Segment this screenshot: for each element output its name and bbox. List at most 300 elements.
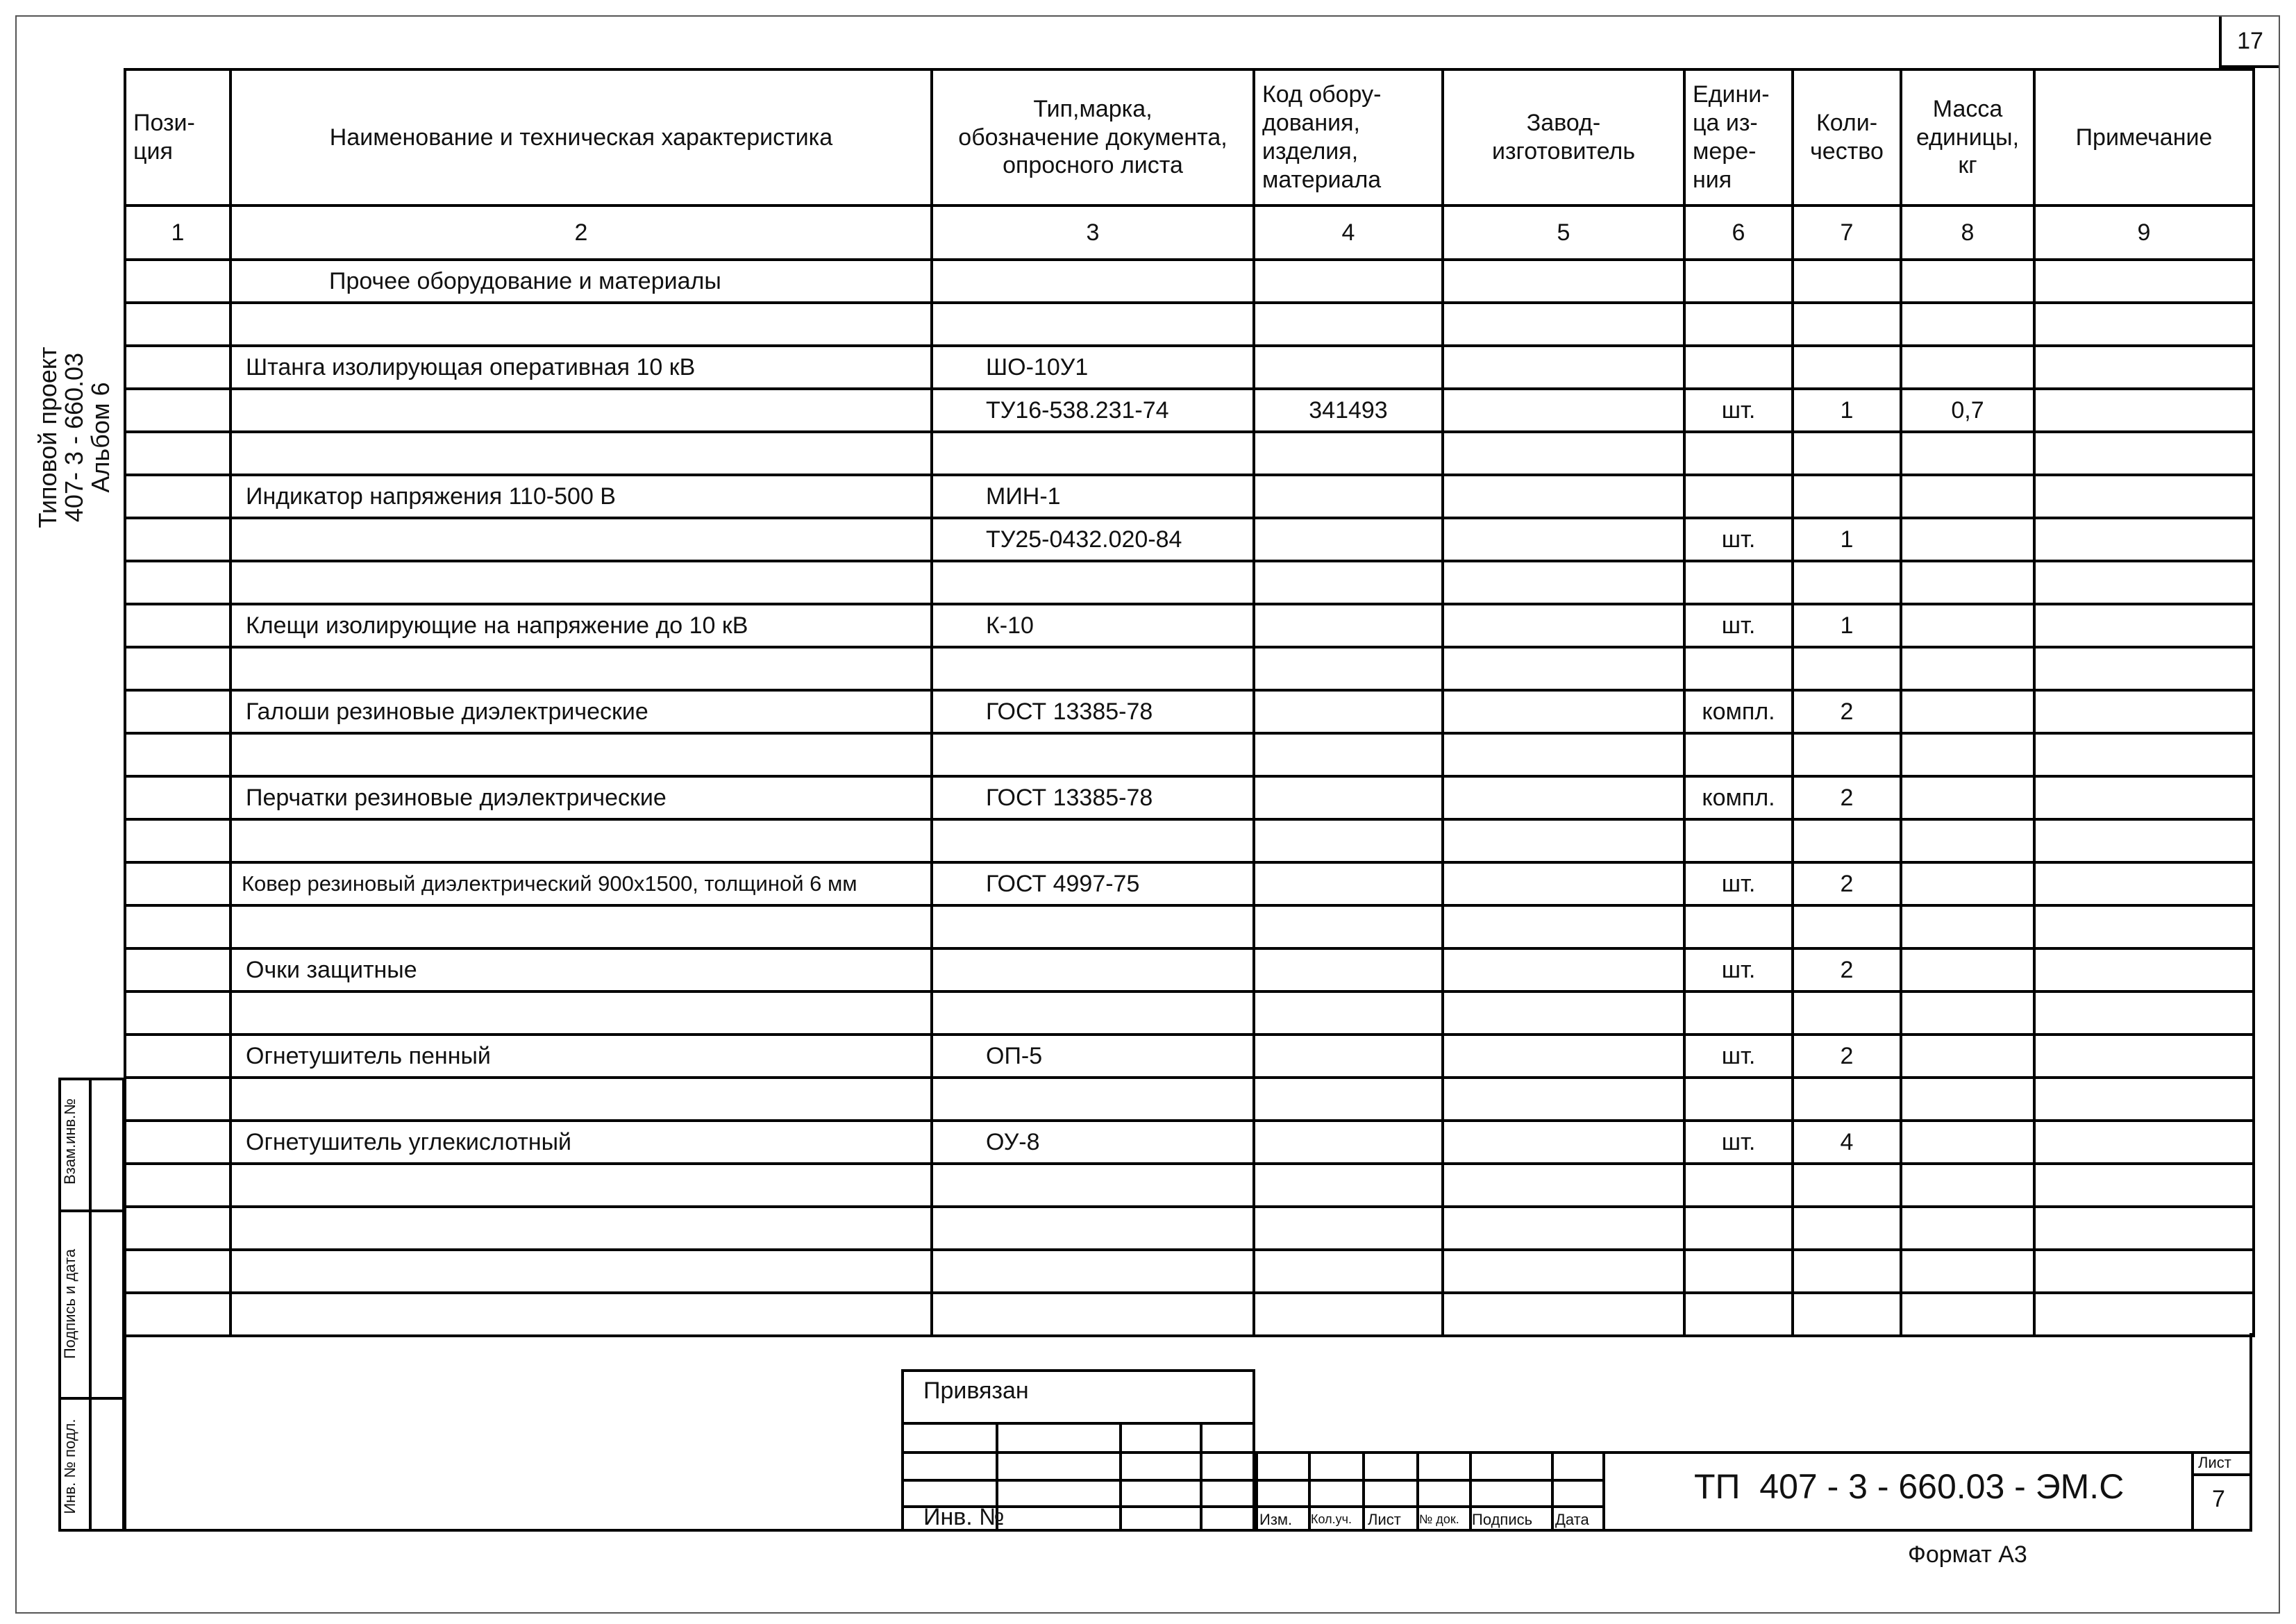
cell-code bbox=[1254, 1250, 1443, 1293]
title-block-left-line bbox=[124, 1333, 126, 1532]
cell-type: ОП-5 bbox=[932, 1035, 1254, 1078]
cell-note bbox=[2034, 1121, 2254, 1164]
cell-type bbox=[932, 432, 1254, 475]
cell-code bbox=[1254, 518, 1443, 561]
cell-manufacturer bbox=[1443, 260, 1684, 303]
specification-table bbox=[124, 68, 2255, 1337]
cell-unit: шт. bbox=[1684, 604, 1793, 647]
cell-type bbox=[932, 303, 1254, 346]
cell-type bbox=[932, 991, 1254, 1035]
cell-code bbox=[1254, 1121, 1443, 1164]
cell-quantity bbox=[1793, 475, 1901, 518]
cell-type bbox=[932, 647, 1254, 690]
cell-type bbox=[932, 819, 1254, 862]
header-type bbox=[932, 69, 1254, 206]
table-row bbox=[125, 991, 2254, 1035]
cell-code: 341493 bbox=[1254, 389, 1443, 432]
header-quantity bbox=[1793, 69, 1901, 206]
cell-code bbox=[1254, 733, 1443, 776]
cell-manufacturer bbox=[1443, 733, 1684, 776]
cell-code bbox=[1254, 1035, 1443, 1078]
cell-unit bbox=[1684, 432, 1793, 475]
cell-unit bbox=[1684, 905, 1793, 948]
cell-code bbox=[1254, 776, 1443, 819]
column-number: 4 bbox=[1254, 206, 1443, 260]
cell-manufacturer bbox=[1443, 432, 1684, 475]
column-number: 7 bbox=[1793, 206, 1901, 260]
table-row bbox=[125, 690, 2254, 733]
cell-manufacturer bbox=[1443, 948, 1684, 991]
cell-quantity bbox=[1793, 346, 1901, 389]
cell-code bbox=[1254, 905, 1443, 948]
cell-position bbox=[125, 475, 231, 518]
column-number: 1 bbox=[125, 206, 231, 260]
cell-type bbox=[932, 1250, 1254, 1293]
cell-quantity bbox=[1793, 733, 1901, 776]
cell-quantity bbox=[1793, 303, 1901, 346]
cell-note bbox=[2034, 1164, 2254, 1207]
cell-name bbox=[231, 905, 932, 948]
header-name-label: Наименование и техническая характеристика bbox=[329, 124, 833, 151]
stamp-vzam-label: Взам.инв.№ bbox=[61, 1098, 78, 1185]
cell-name: Галоши резиновые диэлектрические bbox=[231, 690, 932, 733]
cell-name bbox=[231, 561, 932, 604]
cell-note bbox=[2034, 991, 2254, 1035]
cell-mass bbox=[1901, 432, 2034, 475]
cell-quantity bbox=[1793, 905, 1901, 948]
cell-code bbox=[1254, 561, 1443, 604]
cell-note bbox=[2034, 776, 2254, 819]
header-position bbox=[125, 69, 231, 206]
cell-position bbox=[125, 647, 231, 690]
table-row bbox=[125, 819, 2254, 862]
table-row bbox=[125, 1250, 2254, 1293]
cell-note bbox=[2034, 1250, 2254, 1293]
table-row bbox=[125, 862, 2254, 905]
cell-code bbox=[1254, 1164, 1443, 1207]
cell-name bbox=[231, 389, 932, 432]
cell-quantity: 1 bbox=[1793, 389, 1901, 432]
cell-manufacturer bbox=[1443, 1078, 1684, 1121]
table-row bbox=[125, 518, 2254, 561]
cell-manufacturer bbox=[1443, 303, 1684, 346]
cell-note bbox=[2034, 1035, 2254, 1078]
rev-col-list: Лист bbox=[1368, 1511, 1401, 1528]
cell-quantity bbox=[1793, 432, 1901, 475]
privyazan-vline-3 bbox=[1200, 1422, 1203, 1532]
table-row bbox=[125, 647, 2254, 690]
rev-col-podpis: Подпись bbox=[1472, 1511, 1533, 1528]
cell-position bbox=[125, 948, 231, 991]
cell-name bbox=[231, 733, 932, 776]
cell-position bbox=[125, 389, 231, 432]
side-title-line2: 407- 3 - 660.03 bbox=[60, 352, 88, 523]
cell-code bbox=[1254, 690, 1443, 733]
title-block-right-line bbox=[2249, 1333, 2252, 1532]
cell-code bbox=[1254, 475, 1443, 518]
cell-note bbox=[2034, 518, 2254, 561]
table-row bbox=[125, 604, 2254, 647]
column-number: 3 bbox=[932, 206, 1254, 260]
cell-mass bbox=[1901, 948, 2034, 991]
format-label: Формат А3 bbox=[1908, 1541, 2027, 1568]
rev-col-data: Дата bbox=[1555, 1511, 1589, 1528]
header-position-label: Пози- ция bbox=[133, 110, 195, 165]
cell-unit bbox=[1684, 260, 1793, 303]
cell-mass bbox=[1901, 604, 2034, 647]
cell-mass bbox=[1901, 1293, 2034, 1336]
cell-note bbox=[2034, 862, 2254, 905]
stamp-podpis-label: Подпись и дата bbox=[61, 1248, 78, 1359]
column-number: 5 bbox=[1443, 206, 1684, 260]
cell-position bbox=[125, 1121, 231, 1164]
cell-manufacturer bbox=[1443, 819, 1684, 862]
cell-quantity bbox=[1793, 1164, 1901, 1207]
cell-unit: шт. bbox=[1684, 1121, 1793, 1164]
cell-manufacturer bbox=[1443, 1293, 1684, 1336]
cell-name bbox=[231, 991, 932, 1035]
designation-top-line bbox=[1602, 1451, 2252, 1454]
cell-unit bbox=[1684, 647, 1793, 690]
cell-quantity bbox=[1793, 819, 1901, 862]
table-body bbox=[125, 260, 2254, 1336]
cell-manufacturer bbox=[1443, 1164, 1684, 1207]
cell-note bbox=[2034, 1078, 2254, 1121]
cell-quantity bbox=[1793, 647, 1901, 690]
side-project-title bbox=[35, 326, 118, 549]
cell-name: Индикатор напряжения 110-500 В bbox=[231, 475, 932, 518]
cell-manufacturer bbox=[1443, 862, 1684, 905]
stamp-inv-podl-label: Инв. № подл. bbox=[61, 1418, 78, 1514]
cell-type bbox=[932, 1078, 1254, 1121]
cell-manufacturer bbox=[1443, 1207, 1684, 1250]
header-quantity-label: Коли- чество bbox=[1810, 110, 1884, 165]
header-mass bbox=[1901, 69, 2034, 206]
cell-unit: шт. bbox=[1684, 389, 1793, 432]
cell-code bbox=[1254, 260, 1443, 303]
rev-vline-0 bbox=[1255, 1451, 1258, 1532]
cell-name: Клещи изолирующие на напряжение до 10 кВ bbox=[231, 604, 932, 647]
cell-manufacturer bbox=[1443, 1035, 1684, 1078]
cell-mass bbox=[1901, 260, 2034, 303]
side-title-line3: Альбом 6 bbox=[86, 382, 115, 493]
table-row bbox=[125, 389, 2254, 432]
table-row bbox=[125, 1121, 2254, 1164]
cell-position bbox=[125, 862, 231, 905]
header-unit bbox=[1684, 69, 1793, 206]
cell-note bbox=[2034, 604, 2254, 647]
privyazan-vline-2 bbox=[1119, 1422, 1122, 1532]
cell-code bbox=[1254, 346, 1443, 389]
cell-quantity: 1 bbox=[1793, 604, 1901, 647]
cell-code bbox=[1254, 303, 1443, 346]
cell-quantity bbox=[1793, 991, 1901, 1035]
cell-type bbox=[932, 733, 1254, 776]
cell-quantity: 4 bbox=[1793, 1121, 1901, 1164]
cell-name bbox=[231, 303, 932, 346]
sheet-number: 7 bbox=[2212, 1486, 2225, 1512]
cell-manufacturer bbox=[1443, 561, 1684, 604]
cell-unit: шт. bbox=[1684, 518, 1793, 561]
table-row bbox=[125, 561, 2254, 604]
cell-mass bbox=[1901, 518, 2034, 561]
cell-unit: шт. bbox=[1684, 948, 1793, 991]
cell-unit: шт. bbox=[1684, 1035, 1793, 1078]
cell-type: ГОСТ 4997-75 bbox=[932, 862, 1254, 905]
cell-type bbox=[932, 1207, 1254, 1250]
cell-name bbox=[231, 432, 932, 475]
cell-position bbox=[125, 518, 231, 561]
table-row bbox=[125, 303, 2254, 346]
cell-code bbox=[1254, 647, 1443, 690]
cell-quantity bbox=[1793, 260, 1901, 303]
page-number: 17 bbox=[2237, 27, 2263, 54]
cell-manufacturer bbox=[1443, 690, 1684, 733]
table-row bbox=[125, 1035, 2254, 1078]
table-row bbox=[125, 475, 2254, 518]
cell-manufacturer bbox=[1443, 991, 1684, 1035]
table-row bbox=[125, 346, 2254, 389]
cell-mass bbox=[1901, 733, 2034, 776]
cell-mass bbox=[1901, 690, 2034, 733]
cell-unit bbox=[1684, 1207, 1793, 1250]
rev-vline-2 bbox=[1362, 1451, 1365, 1532]
cell-name bbox=[231, 1164, 932, 1207]
cell-name: Перчатки резиновые диэлектрические bbox=[231, 776, 932, 819]
cell-mass bbox=[1901, 1121, 2034, 1164]
cell-name: Прочее оборудование и материалы bbox=[231, 260, 932, 303]
cell-type bbox=[932, 1164, 1254, 1207]
cell-quantity: 2 bbox=[1793, 948, 1901, 991]
cell-position bbox=[125, 1207, 231, 1250]
column-number: 8 bbox=[1901, 206, 2034, 260]
sheet-label: Лист bbox=[2198, 1454, 2231, 1471]
cell-quantity: 2 bbox=[1793, 776, 1901, 819]
cell-mass bbox=[1901, 1035, 2034, 1078]
cell-position bbox=[125, 604, 231, 647]
table-row bbox=[125, 1207, 2254, 1250]
cell-code bbox=[1254, 991, 1443, 1035]
cell-unit bbox=[1684, 819, 1793, 862]
cell-note bbox=[2034, 260, 2254, 303]
rev-vline-6 bbox=[1602, 1451, 1605, 1532]
header-mass-label: Масса единицы, кг bbox=[1916, 95, 2020, 179]
cell-code bbox=[1254, 948, 1443, 991]
rev-vline-5 bbox=[1551, 1451, 1554, 1532]
cell-mass bbox=[1901, 819, 2034, 862]
cell-code bbox=[1254, 1293, 1443, 1336]
header-code bbox=[1254, 69, 1443, 206]
cell-code bbox=[1254, 604, 1443, 647]
cell-unit bbox=[1684, 1250, 1793, 1293]
cell-unit bbox=[1684, 475, 1793, 518]
cell-manufacturer bbox=[1443, 905, 1684, 948]
rev-col-izm: Изм. bbox=[1259, 1511, 1293, 1528]
cell-manufacturer bbox=[1443, 647, 1684, 690]
privyazan-label: Привязан bbox=[923, 1378, 1029, 1404]
cell-position bbox=[125, 733, 231, 776]
rev-col-doc: № док. bbox=[1419, 1512, 1459, 1526]
cell-unit bbox=[1684, 303, 1793, 346]
column-number: 2 bbox=[231, 206, 932, 260]
cell-position bbox=[125, 1250, 231, 1293]
cell-code bbox=[1254, 862, 1443, 905]
cell-note bbox=[2034, 432, 2254, 475]
table-row bbox=[125, 1164, 2254, 1207]
cell-unit: компл. bbox=[1684, 690, 1793, 733]
header-manufacturer bbox=[1443, 69, 1684, 206]
cell-quantity: 2 bbox=[1793, 862, 1901, 905]
cell-position bbox=[125, 561, 231, 604]
cell-note bbox=[2034, 647, 2254, 690]
cell-quantity: 2 bbox=[1793, 1035, 1901, 1078]
cell-quantity bbox=[1793, 561, 1901, 604]
cell-mass bbox=[1901, 862, 2034, 905]
header-type-label: Тип,марка, обозначение документа, опросного листа bbox=[958, 95, 1227, 179]
cell-position bbox=[125, 1078, 231, 1121]
cell-note bbox=[2034, 561, 2254, 604]
cell-type bbox=[932, 561, 1254, 604]
cell-note bbox=[2034, 948, 2254, 991]
cell-unit bbox=[1684, 1293, 1793, 1336]
cell-name bbox=[231, 647, 932, 690]
table-row bbox=[125, 905, 2254, 948]
cell-name: Огнетушитель углекислотный bbox=[231, 1121, 932, 1164]
cell-type: ГОСТ 13385-78 bbox=[932, 776, 1254, 819]
cell-manufacturer bbox=[1443, 518, 1684, 561]
table-row bbox=[125, 1078, 2254, 1121]
cell-name bbox=[231, 1250, 932, 1293]
document-designation: ТП 407 - 3 - 660.03 - ЭМ.С bbox=[1694, 1467, 2125, 1506]
cell-note bbox=[2034, 475, 2254, 518]
cell-code bbox=[1254, 432, 1443, 475]
cell-mass bbox=[1901, 1250, 2034, 1293]
cell-note bbox=[2034, 389, 2254, 432]
cell-quantity: 1 bbox=[1793, 518, 1901, 561]
cell-quantity bbox=[1793, 1078, 1901, 1121]
table-row bbox=[125, 948, 2254, 991]
cell-manufacturer bbox=[1443, 475, 1684, 518]
cell-quantity bbox=[1793, 1207, 1901, 1250]
stamp-divider bbox=[89, 1080, 92, 1529]
cell-type: ОУ-8 bbox=[932, 1121, 1254, 1164]
header-unit-label: Едини- ца из- мере- ния bbox=[1693, 81, 1770, 193]
cell-position bbox=[125, 819, 231, 862]
page-number-box bbox=[2219, 17, 2279, 68]
table-row bbox=[125, 260, 2254, 303]
cell-position bbox=[125, 260, 231, 303]
cell-mass: 0,7 bbox=[1901, 389, 2034, 432]
cell-mass bbox=[1901, 991, 2034, 1035]
cell-type: ТУ25-0432.020-84 bbox=[932, 518, 1254, 561]
cell-manufacturer bbox=[1443, 389, 1684, 432]
cell-manufacturer bbox=[1443, 604, 1684, 647]
cell-mass bbox=[1901, 1164, 2034, 1207]
cell-position bbox=[125, 776, 231, 819]
cell-name: Штанга изолирующая оперативная 10 кВ bbox=[231, 346, 932, 389]
cell-type bbox=[932, 260, 1254, 303]
cell-position bbox=[125, 1035, 231, 1078]
cell-name bbox=[231, 1078, 932, 1121]
cell-manufacturer bbox=[1443, 1250, 1684, 1293]
cell-code bbox=[1254, 1207, 1443, 1250]
cell-position bbox=[125, 1164, 231, 1207]
cell-mass bbox=[1901, 905, 2034, 948]
cell-name: Очки защитные bbox=[231, 948, 932, 991]
cell-manufacturer bbox=[1443, 776, 1684, 819]
header-name bbox=[231, 69, 932, 206]
cell-mass bbox=[1901, 561, 2034, 604]
column-number-row bbox=[125, 206, 2254, 260]
inv-no-label: Инв. № bbox=[923, 1504, 1005, 1530]
cell-code bbox=[1254, 819, 1443, 862]
cell-unit: компл. bbox=[1684, 776, 1793, 819]
cell-note bbox=[2034, 733, 2254, 776]
cell-name bbox=[231, 819, 932, 862]
cell-name: Огнетушитель пенный bbox=[231, 1035, 932, 1078]
table-row bbox=[125, 733, 2254, 776]
cell-note bbox=[2034, 905, 2254, 948]
cell-mass bbox=[1901, 346, 2034, 389]
cell-position bbox=[125, 432, 231, 475]
cell-mass bbox=[1901, 1078, 2034, 1121]
side-title-line1: Типовой проект bbox=[33, 346, 62, 528]
cell-unit bbox=[1684, 733, 1793, 776]
cell-type: ГОСТ 13385-78 bbox=[932, 690, 1254, 733]
sheet-box-vline bbox=[2191, 1451, 2194, 1532]
cell-name bbox=[231, 1293, 932, 1336]
header-code-label: Код обору- дования, изделия, материала bbox=[1262, 81, 1382, 193]
table-row bbox=[125, 432, 2254, 475]
cell-type: ШО-10У1 bbox=[932, 346, 1254, 389]
cell-unit bbox=[1684, 561, 1793, 604]
sheet-box-hline bbox=[2191, 1473, 2252, 1476]
cell-position bbox=[125, 991, 231, 1035]
cell-unit bbox=[1684, 346, 1793, 389]
cell-mass bbox=[1901, 475, 2034, 518]
cell-name bbox=[231, 1207, 932, 1250]
cell-manufacturer bbox=[1443, 346, 1684, 389]
cell-note bbox=[2034, 819, 2254, 862]
cell-note bbox=[2034, 1207, 2254, 1250]
cell-unit bbox=[1684, 1078, 1793, 1121]
cell-type: МИН-1 bbox=[932, 475, 1254, 518]
cell-mass bbox=[1901, 1207, 2034, 1250]
cell-position bbox=[125, 346, 231, 389]
cell-type bbox=[932, 948, 1254, 991]
cell-type bbox=[932, 905, 1254, 948]
cell-unit bbox=[1684, 1164, 1793, 1207]
cell-unit: шт. bbox=[1684, 862, 1793, 905]
cell-mass bbox=[1901, 647, 2034, 690]
cell-name: Ковер резиновый диэлектрический 900х1500, толщиной 6 мм bbox=[231, 862, 932, 905]
rev-col-kol: Кол.уч. bbox=[1311, 1512, 1352, 1526]
cell-note bbox=[2034, 346, 2254, 389]
cell-quantity bbox=[1793, 1293, 1901, 1336]
cell-mass bbox=[1901, 303, 2034, 346]
table-header-row bbox=[125, 69, 2254, 206]
cell-quantity: 2 bbox=[1793, 690, 1901, 733]
column-number: 6 bbox=[1684, 206, 1793, 260]
column-number: 9 bbox=[2034, 206, 2254, 260]
cell-note bbox=[2034, 690, 2254, 733]
cell-type: ТУ16-538.231-74 bbox=[932, 389, 1254, 432]
cell-type bbox=[932, 1293, 1254, 1336]
cell-note bbox=[2034, 303, 2254, 346]
header-note-label: Примечание bbox=[2075, 124, 2213, 151]
cell-position bbox=[125, 1293, 231, 1336]
cell-position bbox=[125, 303, 231, 346]
